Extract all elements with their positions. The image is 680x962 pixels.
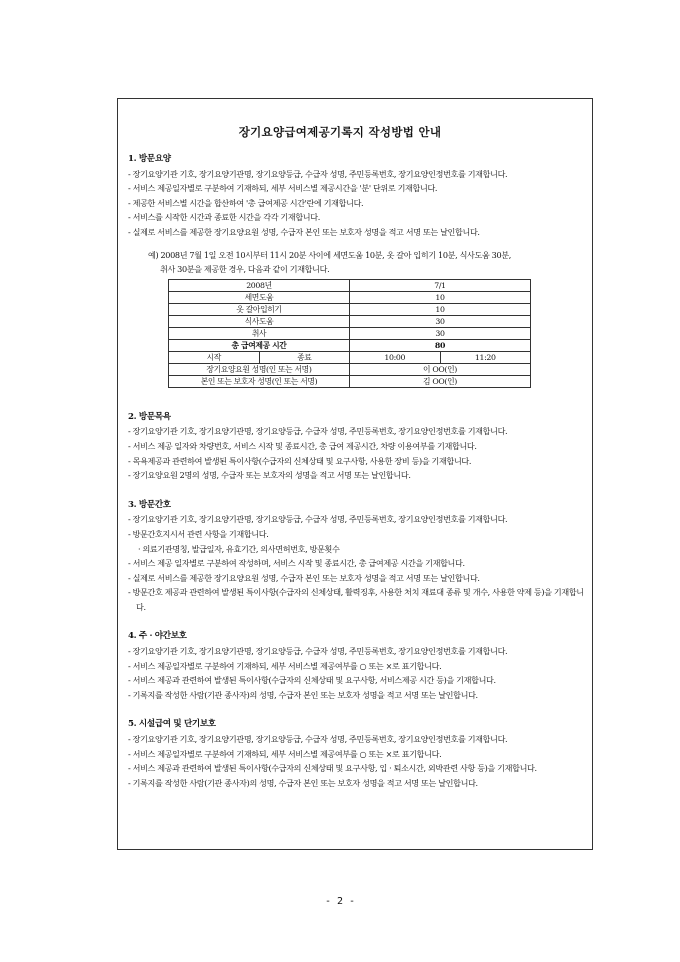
- table-start-label: 시작: [169, 351, 260, 363]
- table-row: [169, 375, 531, 387]
- table-recipient-value: 김 OO(인): [350, 375, 531, 387]
- table-label-cell: 취사: [169, 327, 350, 339]
- table-end-time: 11:20: [440, 351, 531, 363]
- section-4-item: - 서비스 제공과 관련하여 발생된 특이사항(수급자의 신체상태 및 요구사항, 서비스제공 시간 등)을 기재합니다.: [128, 675, 496, 686]
- example-table: [168, 279, 531, 388]
- section-4-item: - 장기요양기관 기호, 장기요양기관명, 장기요양등급, 수급자 성명, 주민등록번호, 장기요양인정번호를 기재합니다.: [128, 646, 508, 657]
- section-2-item: - 서비스 제공 일자와 차량번호, 서비스 시작 및 종료시간, 총 급여 제공시간, 차량 이용여부를 기재합니다.: [128, 440, 477, 451]
- table-label-cell: 세면도움: [169, 291, 350, 303]
- table-value-cell: 10: [350, 291, 531, 303]
- table-row: [169, 327, 531, 339]
- table-value-cell: 10: [350, 303, 531, 315]
- table-worker-label: 장기요양요원 성명(인 또는 서명): [169, 363, 350, 375]
- table-value-cell: 30: [350, 327, 531, 339]
- example-text-line-1: 예) 2008년 7월 1일 오전 10시부터 11시 20분 사이에 세면도움 10분, 옷 갈아 입히기 10분, 식사도움 30분,: [148, 249, 511, 260]
- table-label-cell: 옷 갈아입히기: [169, 303, 350, 315]
- table-recipient-label: 본인 또는 보호자 성명(인 또는 서명): [169, 375, 350, 387]
- section-5-item: - 장기요양기관 기호, 장기요양기관명, 장기요양등급, 수급자 성명, 주민등록번호, 장기요양인정번호를 기재합니다.: [128, 734, 508, 745]
- table-start-time: 10:00: [350, 351, 441, 363]
- section-1-item: - 제공한 서비스별 시간을 합산하여 '총 급여제공 시간'란에 기재합니다.: [128, 197, 364, 208]
- section-3-item: - 방문간호 제공과 관련하여 발생된 특이사항(수급자의 신체상태, 활력징후, 사용한 처치 재료대 종류 및 개수, 사용한 약제 등)을 기재합니다.: [128, 587, 584, 612]
- section-heading-2: 2. 방문목욕: [128, 411, 171, 422]
- section-heading-1: 1. 방문요양: [128, 154, 171, 164]
- section-3-item: - 방문간호지시서 관련 사항을 기재합니다.: [128, 528, 269, 539]
- section-3-subitem: · 의료기관명칭, 발급일자, 유효기간, 의사면허번호, 방문횟수: [138, 543, 340, 554]
- section-1-item: - 서비스를 시작한 시간과 종료한 시간을 각각 기재합니다.: [128, 212, 320, 223]
- table-label-cell: 식사도움: [169, 315, 350, 327]
- section-heading-5: 5. 시설급여 및 단기보호: [128, 719, 216, 730]
- section-5-item: - 기록지를 작성한 사람(기관 종사자)의 성명, 수급자 본인 또는 보호자 성명을 적고 서명 또는 날인합니다.: [128, 777, 478, 788]
- table-row: [169, 303, 531, 315]
- table-end-label: 종료: [259, 351, 350, 363]
- table-total-value: 80: [350, 339, 531, 351]
- section-1-item: - 서비스 제공일자별로 구분하여 기재하되, 세부 서비스별 제공시간을 '분' 단위로 기재합니다.: [128, 183, 438, 194]
- section-5-item: - 서비스 제공과 관련하여 발생된 특이사항(수급자의 신체상태 및 요구사항, 입 · 퇴소시간, 외박관련 사항 등)을 기재합니다.: [128, 763, 537, 774]
- section-heading-4: 4. 주 · 야간보호: [128, 631, 187, 642]
- table-row: [169, 315, 531, 327]
- section-4-item: - 기록지를 작성한 사람(기관 종사자)의 성명, 수급자 본인 또는 보호자 성명을 적고 서명 또는 날인합니다.: [128, 689, 478, 700]
- table-worker-value: 이 OO(인): [350, 363, 531, 375]
- document-content: [128, 152, 586, 790]
- section-2-item: - 장기요양요원 2명의 성명, 수급자 또는 보호자의 성명을 적고 서명 또는 날인합니다.: [128, 470, 411, 481]
- table-year-cell: 2008년: [169, 279, 350, 291]
- section-2-item: - 목욕제공과 관련하여 발생된 특이사항(수급자의 신체상태 및 요구사항, 사용한 장비 등)을 기재합니다.: [128, 455, 472, 466]
- page-number: - 2 -: [324, 896, 356, 907]
- section-3-item: - 서비스 제공 일자별로 구분하여 작성하며, 서비스 시작 및 종료시간, 총 급여제공 시간을 기재합니다.: [128, 558, 465, 569]
- table-row: [169, 351, 531, 363]
- example-block: [128, 248, 586, 277]
- section-1-item: - 장기요양기관 기호, 장기요양기관명, 장기요양등급, 수급자 성명, 주민등록번호, 장기요양인정번호를 기재합니다.: [128, 168, 508, 179]
- section-5-item: - 서비스 제공일자별로 구분하여 기재하되, 세부 서비스별 제공여부를 ○ 또는 ×로 표기합니다.: [128, 748, 442, 759]
- table-row: [169, 339, 531, 351]
- section-heading-3: 3. 방문간호: [128, 499, 171, 510]
- section-3-item: - 장기요양기관 기호, 장기요양기관명, 장기요양등급, 수급자 성명, 주민등록번호, 장기요양인정번호를 기재합니다.: [128, 514, 508, 525]
- table-total-label: 총 급여제공 시간: [169, 339, 350, 351]
- section-3-item: - 실제로 서비스를 제공한 장기요양요원 성명, 수급자 본인 또는 보호자 성명을 적고 서명 또는 날인합니다.: [128, 572, 480, 583]
- section-2-item: - 장기요양기관 기호, 장기요양기관명, 장기요양등급, 수급자 성명, 주민등록번호, 장기요양인정번호를 기재합니다.: [128, 426, 508, 437]
- section-1-item: - 실제로 서비스를 제공한 장기요양요원 성명, 수급자 본인 또는 보호자 성명을 적고 서명 또는 날인합니다.: [128, 226, 480, 237]
- table-value-cell: 30: [350, 315, 531, 327]
- table-row: [169, 291, 531, 303]
- table-date-cell: 7/1: [350, 279, 531, 291]
- table-row: [169, 279, 531, 291]
- example-text-line-2: 취사 30분을 제공한 경우, 다음과 같이 기재합니다.: [160, 264, 330, 275]
- section-4-item: - 서비스 제공일자별로 구분하여 기재하되, 세부 서비스별 제공여부를 ○ 또는 ×로 표기합니다.: [128, 660, 442, 671]
- document-title: 장기요양급여제공기록지 작성방법 안내: [238, 125, 442, 139]
- table-row: [169, 363, 531, 375]
